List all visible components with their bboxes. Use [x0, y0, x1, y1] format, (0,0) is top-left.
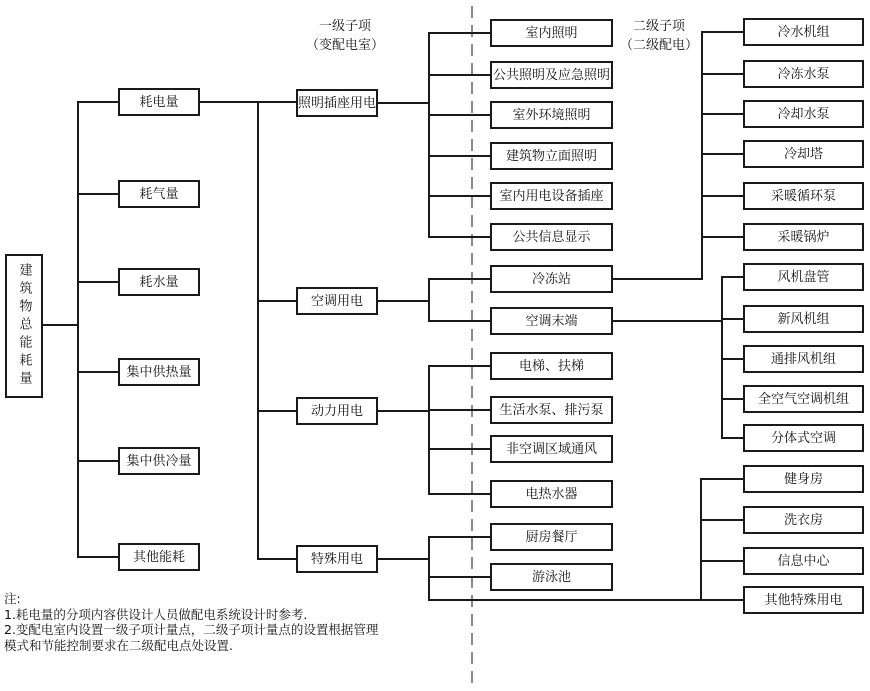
level2-header-line2: （二级配电） — [619, 38, 698, 53]
node-split-ac: 分体式空调 — [743, 424, 864, 452]
connector-line — [428, 32, 490, 34]
node-other-energy: 其他能耗 — [118, 543, 200, 571]
connector-line — [700, 478, 743, 480]
connector-line — [700, 519, 743, 521]
connector-line — [428, 74, 490, 76]
notes-line1: 1.耗电量的分项内容供设计人员做配电系统设计时参考. — [4, 606, 308, 622]
node-chilled-water-pump: 冷冻水泵 — [743, 60, 864, 88]
node-public-emergency-lighting: 公共照明及应急照明 — [490, 61, 613, 89]
connector-line — [613, 278, 702, 280]
connector-line — [701, 153, 743, 155]
connector-line — [701, 73, 743, 75]
connector-line — [701, 195, 743, 197]
node-public-info-display: 公共信息显示 — [490, 223, 613, 251]
node-heating-circulation-pump: 采暖循环泵 — [743, 182, 864, 210]
connector-line — [428, 278, 490, 280]
node-electric-water-heater: 电热水器 — [490, 480, 613, 508]
connector-line — [428, 320, 490, 322]
connector-line — [257, 410, 296, 412]
node-central-cooling: 集中供冷量 — [118, 447, 200, 475]
connector-line — [721, 358, 743, 360]
connector-line — [428, 493, 490, 495]
node-ac-power: 空调用电 — [296, 287, 378, 315]
connector-line — [77, 193, 118, 195]
node-fresh-air-unit: 新风机组 — [743, 305, 864, 333]
notes-title: 注: — [4, 591, 21, 606]
connector-line — [700, 560, 743, 562]
connector-line — [701, 31, 703, 280]
level1-header-line2: （变配电室） — [305, 38, 384, 53]
node-lighting-socket-power: 照明插座用电 — [296, 89, 378, 117]
connector-line — [378, 410, 428, 412]
node-chiller-station: 冷冻站 — [490, 265, 613, 293]
node-power-equipment: 动力用电 — [296, 397, 378, 425]
node-outdoor-lighting: 室外环境照明 — [490, 101, 613, 129]
connector-line — [428, 32, 430, 238]
node-water-consumption: 耗水量 — [118, 268, 200, 296]
node-gas-consumption: 耗气量 — [118, 180, 200, 208]
notes — [4, 591, 384, 653]
connector-line — [721, 318, 743, 320]
connector-line — [428, 576, 490, 578]
node-cooling-water-pump: 冷却水泵 — [743, 100, 864, 128]
connector-line — [42, 324, 77, 326]
node-other-special-power: 其他特殊用电 — [743, 586, 864, 614]
node-chiller-unit: 冷水机组 — [743, 18, 864, 46]
connector-line — [701, 113, 743, 115]
connector-line — [428, 536, 430, 601]
connector-line — [613, 320, 721, 322]
node-gym: 健身房 — [743, 465, 864, 493]
connector-line — [378, 558, 428, 560]
connector-line — [428, 278, 430, 322]
node-exhaust-fan-unit: 通排风机组 — [743, 345, 864, 373]
connector-line — [257, 300, 296, 302]
connector-line — [428, 409, 490, 411]
node-heating-boiler: 采暖锅炉 — [743, 223, 864, 251]
node-indoor-socket: 室内用电设备插座 — [490, 182, 613, 210]
connector-line — [257, 558, 296, 560]
metering-boundary-dashed-line — [471, 6, 473, 686]
node-building-total-energy: 建筑物总能耗量 — [5, 254, 43, 398]
connector-line — [77, 101, 79, 558]
connector-line — [77, 556, 118, 558]
connector-line — [77, 371, 118, 373]
connector-line — [428, 536, 490, 538]
node-water-sewage-pump: 生活水泵、排污泵 — [490, 396, 613, 424]
node-info-center: 信息中心 — [743, 547, 864, 575]
connector-line — [257, 101, 259, 560]
node-indoor-lighting: 室内照明 — [490, 19, 613, 47]
connector-line — [701, 31, 743, 33]
node-fan-coil: 风机盘管 — [743, 263, 864, 291]
node-ac-terminal: 空调末端 — [490, 307, 613, 335]
node-facade-lighting: 建筑物立面照明 — [490, 142, 613, 170]
connector-line — [428, 155, 490, 157]
level1-header-line1: 一级子项 — [318, 19, 371, 34]
connector-line — [721, 437, 743, 439]
connector-line — [378, 102, 428, 104]
connector-line — [428, 195, 490, 197]
connector-line — [428, 365, 430, 495]
connector-line — [721, 398, 743, 400]
connector-line — [428, 114, 490, 116]
notes-line2: 2.变配电室内设置一级子项计量点，二级子项计量点的设置根据管理 — [4, 622, 379, 637]
level2-header — [612, 17, 706, 55]
level2-header-line1: 二级子项 — [632, 19, 685, 34]
connector-line — [428, 236, 490, 238]
connector-line — [378, 300, 428, 302]
node-electricity-consumption: 耗电量 — [118, 88, 200, 116]
connector-line — [428, 448, 490, 450]
connector-line — [77, 281, 118, 283]
node-kitchen-dining: 厨房餐厅 — [490, 523, 613, 551]
connector-line — [701, 236, 743, 238]
node-elevator-escalator: 电梯、扶梯 — [490, 352, 613, 380]
node-cooling-tower: 冷却塔 — [743, 140, 864, 168]
connector-line — [428, 365, 490, 367]
node-laundry: 洗衣房 — [743, 506, 864, 534]
node-special-power: 特殊用电 — [296, 545, 378, 573]
notes-line3: 模式和节能控制要求在二级配电点处设置. — [4, 637, 233, 653]
node-all-air-ac-unit: 全空气空调机组 — [743, 385, 864, 413]
level1-header — [291, 17, 399, 55]
connector-line — [77, 101, 118, 103]
connector-line — [428, 599, 744, 601]
connector-line — [77, 460, 118, 462]
connector-line — [700, 478, 702, 601]
node-swimming-pool: 游泳池 — [490, 563, 613, 591]
node-central-heating: 集中供热量 — [118, 358, 200, 386]
connector-line — [721, 276, 743, 278]
connector-line — [200, 101, 296, 103]
node-nonac-ventilation: 非空调区域通风 — [490, 435, 613, 463]
